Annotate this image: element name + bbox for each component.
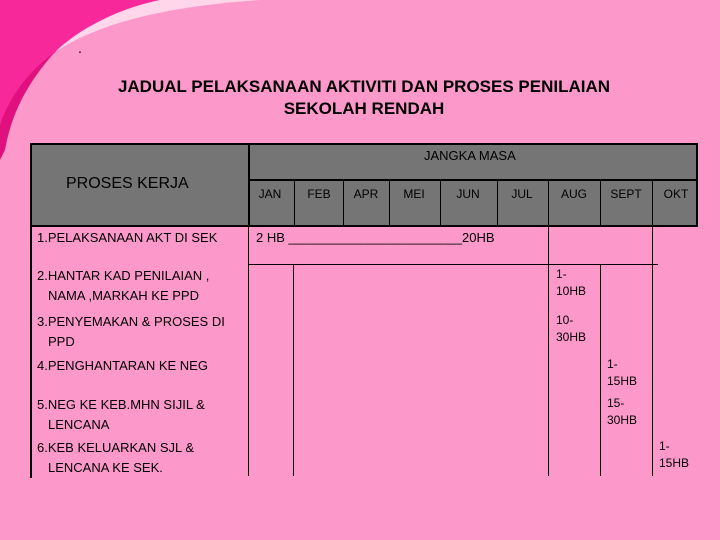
process-row-3-line2: PPD: [48, 334, 75, 349]
month-feb: FEB: [307, 187, 331, 201]
month-aug: AUG: [560, 187, 587, 201]
process-row-6: [37, 438, 194, 478]
process-row-5-line1: 5.NEG KE KEB.MHN SIJIL &: [37, 397, 205, 412]
month-sept: SEPT: [610, 187, 642, 201]
month-jun: JUN: [456, 187, 480, 201]
grid-line: [248, 264, 658, 265]
process-row-6-line2: LENCANA KE SEK.: [48, 460, 163, 475]
cell-row4-sept: [607, 356, 637, 390]
month-jul: JUL: [511, 187, 533, 201]
process-row-4-text: 4.PENGHANTARAN KE NEG: [37, 358, 208, 373]
decorative-dot: .: [78, 40, 82, 56]
cell-row3-aug-line1: 10-: [556, 313, 574, 327]
month-jan: JAN: [258, 187, 282, 201]
cell-row2-aug-line1: 1-: [556, 267, 567, 281]
cell-row6-okt-line1: 1-: [659, 439, 670, 453]
cell-row3-aug-line2: 30HB: [556, 330, 587, 344]
cell-row2-aug-line2: 10HB: [556, 284, 587, 298]
process-row-1-text: 1.PELAKSANAAN AKT DI SEK: [37, 230, 218, 245]
process-row-1: [37, 228, 217, 248]
cell-row5-sept-line1: 15-: [607, 396, 625, 410]
process-row-3-line1: 3.PENYEMAKAN & PROSES DI: [37, 314, 225, 329]
title-line-1: JADUAL PELAKSANAAN AKTIVITI DAN PROSES PENILAIAN: [117, 77, 611, 96]
header-proses-kerja: PROSES KERJA: [66, 175, 189, 192]
cell-row6-okt-line2: 15HB: [659, 456, 690, 470]
process-row-6-line1: 6.KEB KELUARKAN SJL &: [37, 440, 195, 455]
process-row-4: [37, 356, 208, 376]
month-mei: MEI: [403, 187, 425, 201]
grid-line: [600, 264, 601, 476]
grid-line: [293, 264, 294, 476]
row1-timeline-bar: 2 HB ________________________20HB: [256, 230, 495, 245]
cell-row2-aug: [556, 266, 586, 300]
cell-row6-okt: [659, 438, 689, 472]
title-line-2: SEKOLAH RENDAH: [283, 99, 445, 118]
month-okt: OKT: [663, 187, 689, 201]
process-row-2-line1: 2.HANTAR KAD PENILAIAN ,: [37, 268, 210, 283]
header-jangka-masa: JANGKA MASA: [424, 148, 516, 163]
month-apr: APR: [353, 187, 379, 201]
process-row-3: [37, 312, 225, 352]
process-row-5-line2: LENCANA: [48, 417, 110, 432]
process-row-2: [37, 266, 209, 306]
page-title: [60, 76, 668, 120]
cell-row3-aug: [556, 312, 586, 346]
process-row-2-line2: NAMA ,MARKAH KE PPD: [48, 288, 199, 303]
cell-row5-sept-line2: 30HB: [607, 413, 638, 427]
process-row-5: [37, 395, 205, 435]
month-separator: [440, 181, 441, 225]
cell-row4-sept-line1: 1-: [607, 357, 618, 371]
cell-row4-sept-line2: 15HB: [607, 374, 638, 388]
cell-row5-sept: [607, 395, 637, 429]
